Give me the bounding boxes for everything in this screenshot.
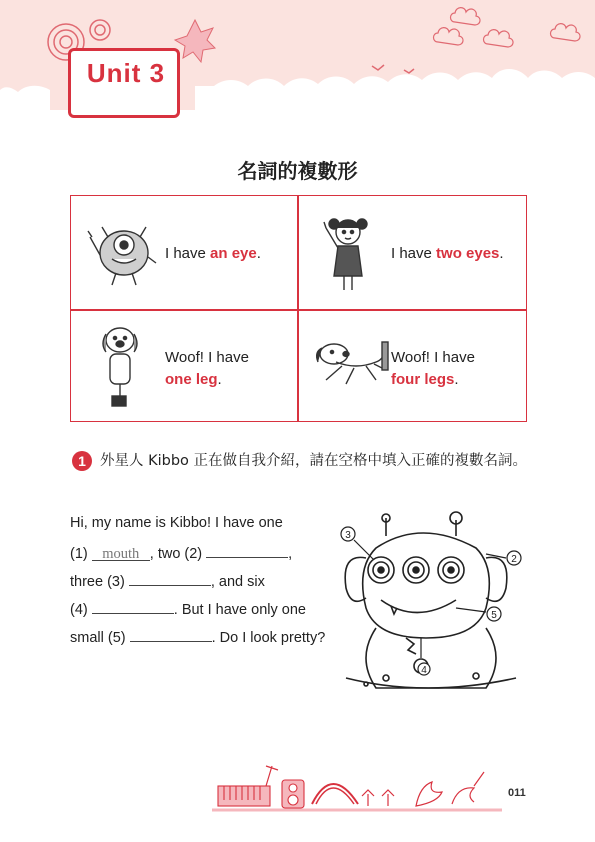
blank-5[interactable] [130, 627, 212, 642]
exercise-instruction: 外星人 Kibbo 正在做自我介紹，請在空格中填入正確的複數名詞。 [100, 453, 528, 469]
four-legged-dog-illustration [308, 338, 390, 390]
passage-line-3: three (3) , and six [70, 571, 265, 590]
callout-3: 3 [345, 530, 351, 541]
blank-3[interactable] [129, 571, 211, 586]
blank-1[interactable] [92, 546, 150, 561]
callout-5: 5 [491, 610, 497, 621]
cell-3-sentence [165, 347, 249, 391]
cell-2-sentence: I have two eyes. [391, 245, 504, 262]
exercise-number-badge: 1 [72, 451, 92, 471]
blank-4[interactable] [92, 599, 174, 614]
callout-4: 4 [421, 665, 427, 676]
passage-line-5: small (5) . Do I look pretty? [70, 627, 325, 646]
footer-decoration [212, 756, 502, 816]
passage-line-1: Hi, my name is Kibbo! I have one [70, 515, 283, 531]
one-eyed-monster-illustration [82, 215, 162, 295]
page-number: 011 [508, 787, 526, 799]
cell-3-line-2: one leg. [165, 371, 222, 388]
one-legged-dog-illustration [96, 322, 146, 410]
callout-2: 2 [511, 554, 517, 565]
blank-1-answer: mouth [102, 546, 140, 562]
passage-line-4: (4) . But I have only one [70, 599, 306, 618]
cell-3-line-1: Woof! I have [165, 349, 249, 366]
cell-4-line-2: four legs. [391, 371, 459, 388]
unit-label: Unit 3 [86, 58, 166, 88]
cell-4-line-1: Woof! I have [391, 349, 475, 366]
grid-divider [70, 309, 527, 311]
blank-2[interactable] [206, 543, 288, 558]
page-title: 名詞的複數形 [237, 159, 358, 183]
kibbo-alien-illustration [336, 508, 531, 708]
cell-4-sentence [391, 347, 475, 391]
cell-1-sentence: I have an eye. [165, 245, 261, 262]
passage-line-2: (1) mouth , two (2) , [70, 543, 292, 562]
girl-illustration [318, 210, 378, 300]
